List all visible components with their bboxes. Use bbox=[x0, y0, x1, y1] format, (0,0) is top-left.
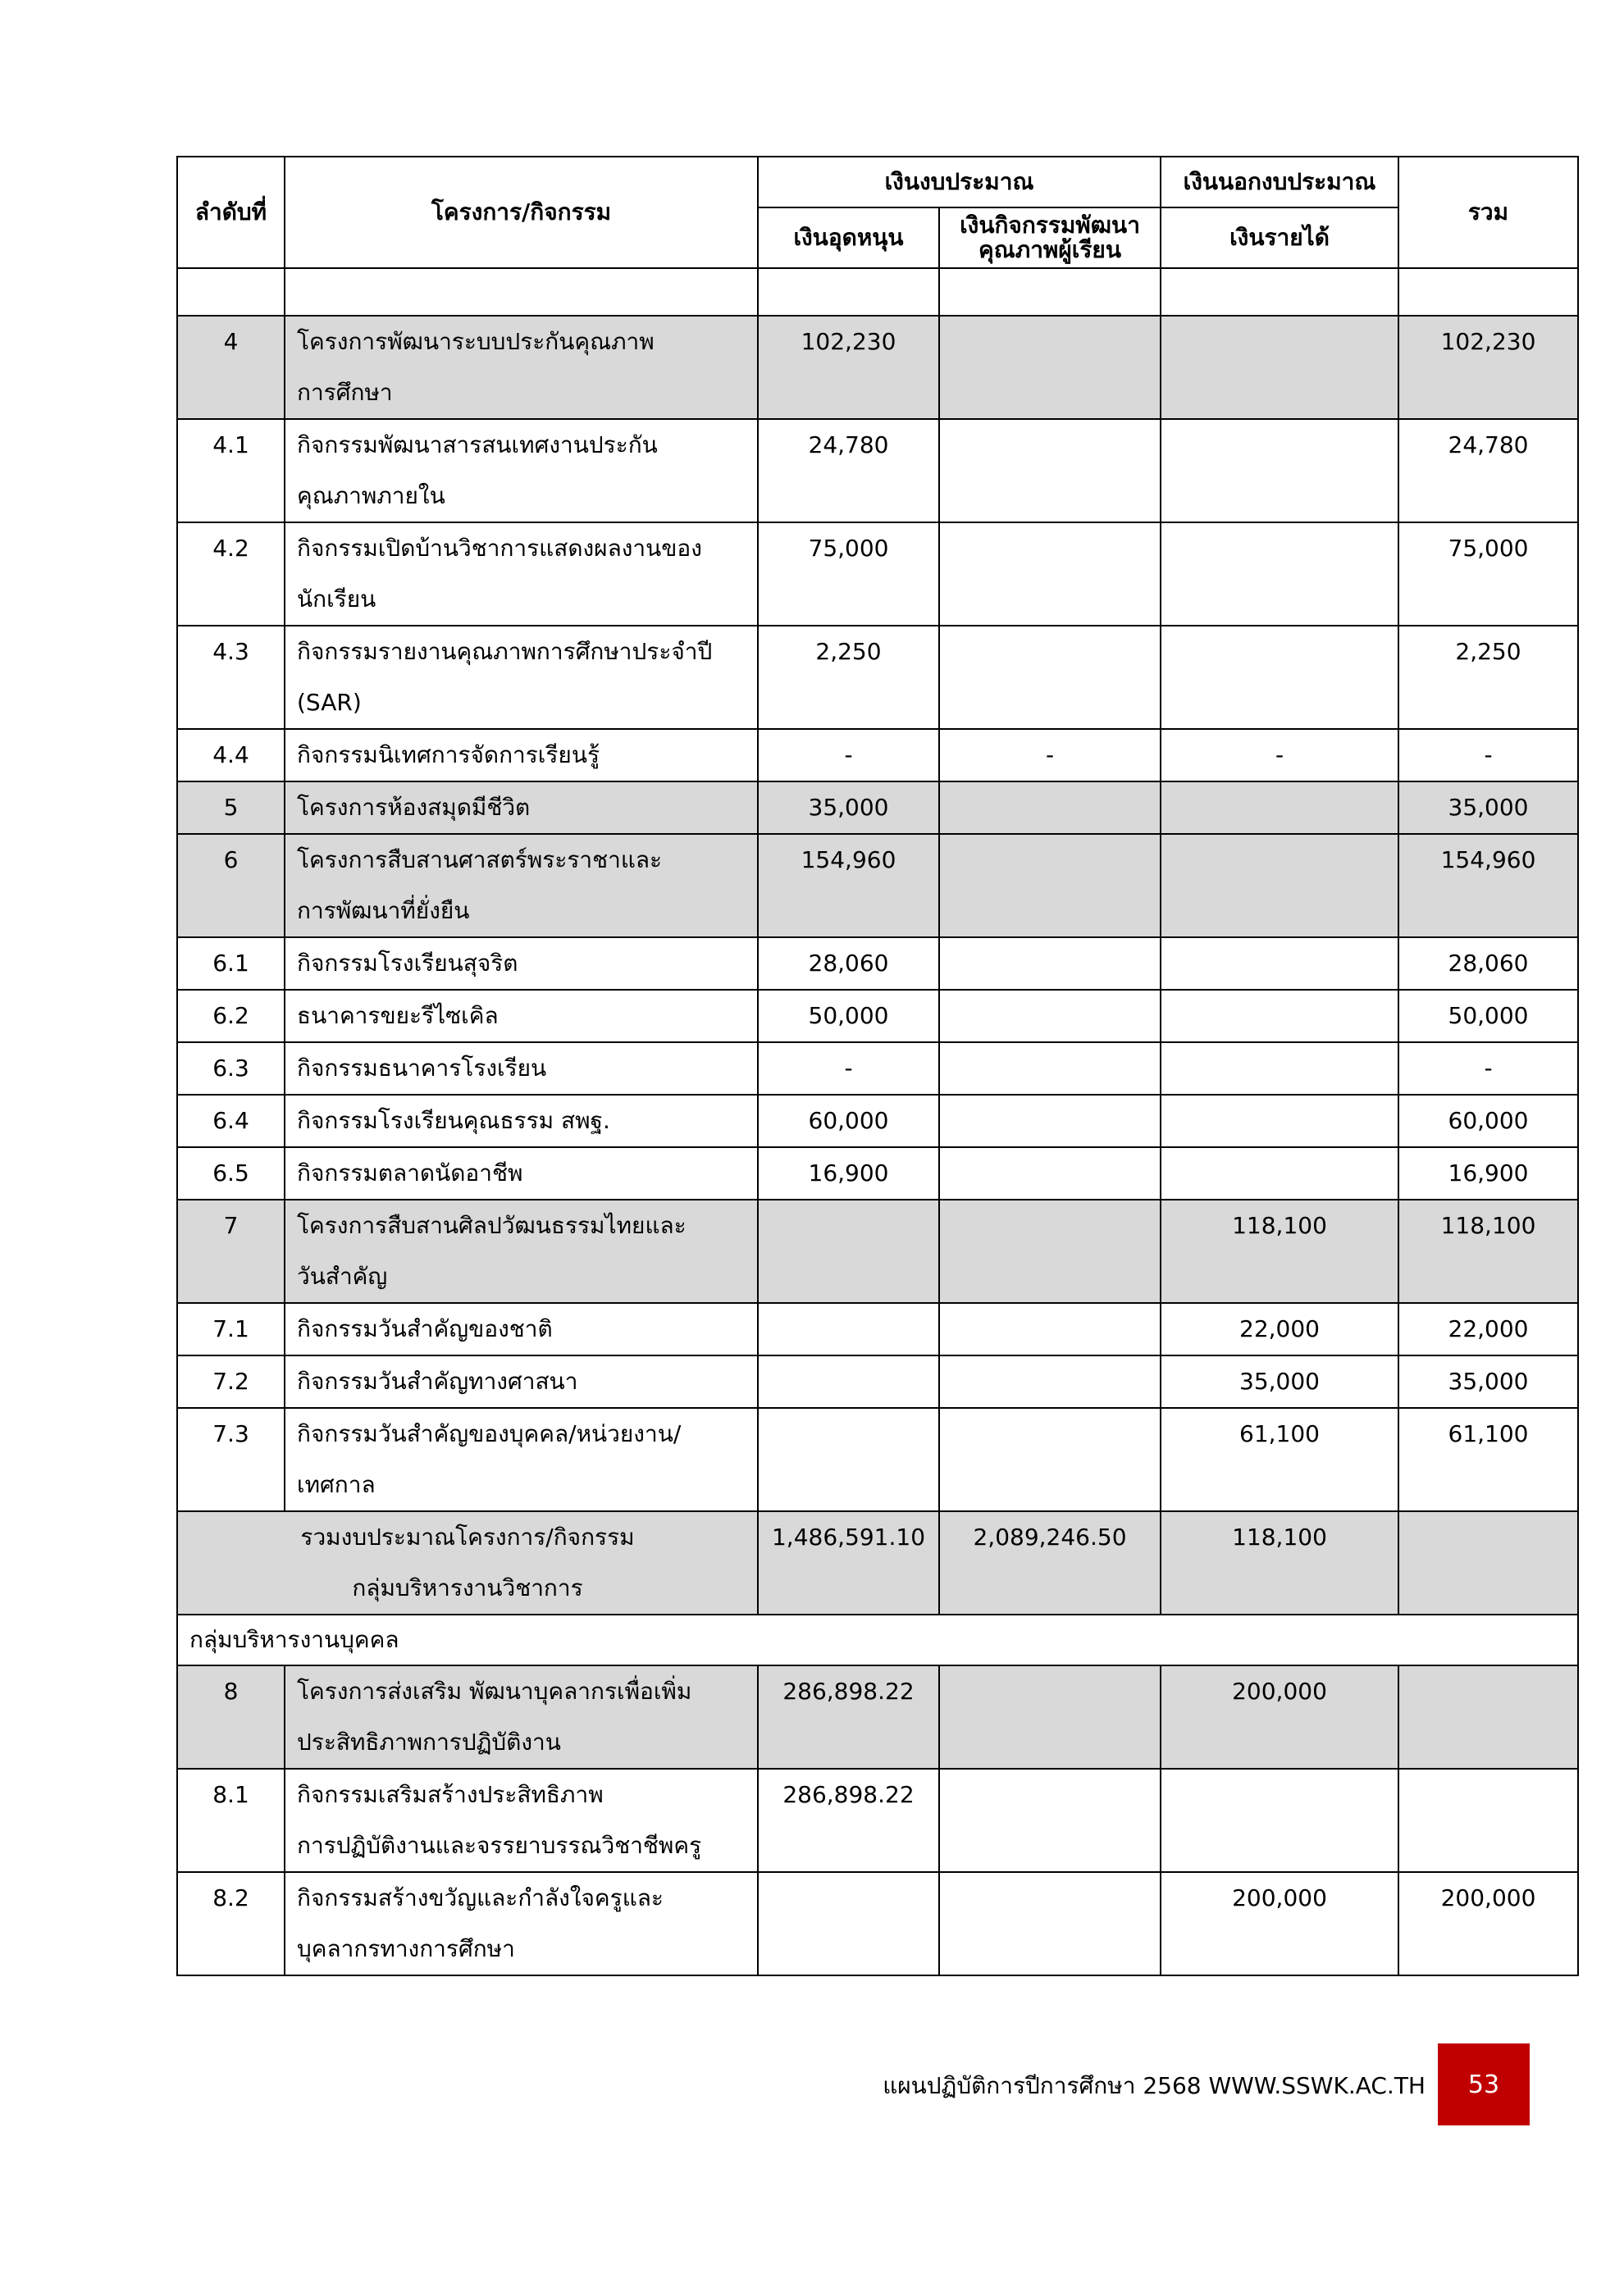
project-name: กิจกรรมวันสำคัญของบุคคล/หน่วยงาน/ เทศกาล bbox=[285, 1408, 758, 1511]
row-number: 7.1 bbox=[177, 1303, 285, 1355]
total-value: 102,230 bbox=[1398, 316, 1578, 419]
row-number: 7.2 bbox=[177, 1355, 285, 1408]
income-value bbox=[1161, 1147, 1398, 1200]
project-row bbox=[177, 1665, 1578, 1769]
row-number: 8.1 bbox=[177, 1769, 285, 1872]
row-number: 6.1 bbox=[177, 937, 285, 990]
subsidy-value: - bbox=[758, 729, 939, 781]
header-income: เงินรายได้ bbox=[1161, 207, 1398, 268]
student-dev-value bbox=[939, 1303, 1161, 1355]
subsidy-value bbox=[758, 1200, 939, 1303]
project-name: โครงการสืบสานศิลปวัฒนธรรมไทยและ วันสำคัญ bbox=[285, 1200, 758, 1303]
row-number: 6.2 bbox=[177, 990, 285, 1042]
student-dev-value bbox=[939, 781, 1161, 834]
total-value: 75,000 bbox=[1398, 522, 1578, 626]
total-value: 2,250 bbox=[1398, 626, 1578, 729]
total-value: 61,100 bbox=[1398, 1408, 1578, 1511]
row-number: 6.3 bbox=[177, 1042, 285, 1095]
total-value: 24,780 bbox=[1398, 419, 1578, 522]
total-value: 28,060 bbox=[1398, 937, 1578, 990]
page-number-box bbox=[1438, 2043, 1530, 2125]
income-value: 35,000 bbox=[1161, 1355, 1398, 1408]
subsidy-value: 75,000 bbox=[758, 522, 939, 626]
income-value: 22,000 bbox=[1161, 1303, 1398, 1355]
header-project: โครงการ/กิจกรรม bbox=[285, 157, 758, 268]
summary-label-line2: กลุ่มบริหารงานวิชาการ bbox=[352, 1574, 583, 1601]
total-value bbox=[1398, 1769, 1578, 1872]
row-number: 7.3 bbox=[177, 1408, 285, 1511]
subsidy-value: 154,960 bbox=[758, 834, 939, 937]
subsidy-value bbox=[758, 1872, 939, 1975]
row-number: 4.1 bbox=[177, 419, 285, 522]
row-number: 6 bbox=[177, 834, 285, 937]
total-value: 35,000 bbox=[1398, 1355, 1578, 1408]
row-number: 4.2 bbox=[177, 522, 285, 626]
summary-total bbox=[1398, 1511, 1578, 1615]
income-value bbox=[1161, 990, 1398, 1042]
group-label: กลุ่มบริหารงานบุคคล bbox=[177, 1615, 1578, 1665]
row-number: 4 bbox=[177, 316, 285, 419]
activity-row bbox=[177, 419, 1578, 522]
project-name: กิจกรรมสร้างขวัญและกำลังใจครูและ บุคลากรทางการศึกษา bbox=[285, 1872, 758, 1975]
student-dev-value bbox=[939, 1355, 1161, 1408]
summary-label-line1: รวมงบประมาณโครงการ/กิจกรรม bbox=[300, 1524, 635, 1551]
page-footer bbox=[820, 2043, 1575, 2125]
summary-income: 118,100 bbox=[1161, 1511, 1398, 1615]
income-value bbox=[1161, 834, 1398, 937]
income-value: 200,000 bbox=[1161, 1665, 1398, 1769]
project-name: กิจกรรมธนาคารโรงเรียน bbox=[285, 1042, 758, 1095]
header-off-budget-group: เงินนอกงบประมาณ bbox=[1161, 157, 1398, 207]
activity-row bbox=[177, 1095, 1578, 1147]
footer-text: แผนปฏิบัติการปีการศึกษา 2568 WWW.SSWK.AC.TH bbox=[883, 2072, 1426, 2099]
total-value: 118,100 bbox=[1398, 1200, 1578, 1303]
project-name: กิจกรรมนิเทศการจัดการเรียนรู้ bbox=[285, 729, 758, 781]
activity-row bbox=[177, 1872, 1578, 1975]
income-value bbox=[1161, 1769, 1398, 1872]
total-value: - bbox=[1398, 1042, 1578, 1095]
subsidy-value: 28,060 bbox=[758, 937, 939, 990]
subsidy-value bbox=[758, 1303, 939, 1355]
student-dev-value bbox=[939, 1872, 1161, 1975]
student-dev-value bbox=[939, 522, 1161, 626]
header-student-dev-line1: เงินกิจกรรมพัฒนา bbox=[960, 212, 1140, 239]
page-number: 53 bbox=[1467, 2070, 1500, 2099]
header-budget-group: เงินงบประมาณ bbox=[758, 157, 1161, 207]
student-dev-value bbox=[939, 1769, 1161, 1872]
total-value: 60,000 bbox=[1398, 1095, 1578, 1147]
student-dev-value bbox=[939, 1147, 1161, 1200]
subsidy-value: 286,898.22 bbox=[758, 1665, 939, 1769]
project-name: โครงการห้องสมุดมีชีวิต bbox=[285, 781, 758, 834]
income-value: 118,100 bbox=[1161, 1200, 1398, 1303]
student-dev-value bbox=[939, 990, 1161, 1042]
project-row bbox=[177, 781, 1578, 834]
student-dev-value: - bbox=[939, 729, 1161, 781]
project-name: กิจกรรมวันสำคัญทางศาสนา bbox=[285, 1355, 758, 1408]
activity-row bbox=[177, 1355, 1578, 1408]
student-dev-value bbox=[939, 1408, 1161, 1511]
row-number: 6.5 bbox=[177, 1147, 285, 1200]
subsidy-value bbox=[758, 1408, 939, 1511]
subsidy-value: 286,898.22 bbox=[758, 1769, 939, 1872]
total-value bbox=[1398, 1665, 1578, 1769]
row-number: 6.4 bbox=[177, 1095, 285, 1147]
student-dev-value bbox=[939, 1042, 1161, 1095]
total-value: 200,000 bbox=[1398, 1872, 1578, 1975]
total-value: 22,000 bbox=[1398, 1303, 1578, 1355]
income-value bbox=[1161, 781, 1398, 834]
project-name: โครงการส่งเสริม พัฒนาบุคลากรเพื่อเพิ่ม ประสิทธิภาพการปฏิบัติงาน bbox=[285, 1665, 758, 1769]
student-dev-value bbox=[939, 937, 1161, 990]
row-number: 5 bbox=[177, 781, 285, 834]
subsidy-value: 102,230 bbox=[758, 316, 939, 419]
header-student-dev-line2: คุณภาพผู้เรียน bbox=[979, 236, 1121, 263]
header-order: ลำดับที่ bbox=[177, 157, 285, 268]
project-name: กิจกรรมวันสำคัญของชาติ bbox=[285, 1303, 758, 1355]
activity-row bbox=[177, 1303, 1578, 1355]
student-dev-value bbox=[939, 834, 1161, 937]
summary-subsidy: 1,486,591.10 bbox=[758, 1511, 939, 1615]
total-value: 35,000 bbox=[1398, 781, 1578, 834]
row-number: 4.3 bbox=[177, 626, 285, 729]
subsidy-value: 24,780 bbox=[758, 419, 939, 522]
income-value: 200,000 bbox=[1161, 1872, 1398, 1975]
income-value bbox=[1161, 419, 1398, 522]
subsidy-value: 60,000 bbox=[758, 1095, 939, 1147]
header-subsidy: เงินอุดหนุน bbox=[758, 207, 939, 268]
student-dev-value bbox=[939, 626, 1161, 729]
total-value: - bbox=[1398, 729, 1578, 781]
income-value bbox=[1161, 522, 1398, 626]
income-value bbox=[1161, 937, 1398, 990]
activity-row bbox=[177, 626, 1578, 729]
project-name: ธนาคารขยะรีไซเคิล bbox=[285, 990, 758, 1042]
row-number: 4.4 bbox=[177, 729, 285, 781]
activity-row bbox=[177, 1042, 1578, 1095]
subsidy-value: - bbox=[758, 1042, 939, 1095]
budget-table bbox=[176, 156, 1579, 1976]
summary-row bbox=[177, 1511, 1578, 1615]
activity-row bbox=[177, 1147, 1578, 1200]
activity-row bbox=[177, 1769, 1578, 1872]
activity-row bbox=[177, 937, 1578, 990]
empty-row bbox=[177, 268, 1578, 316]
project-row bbox=[177, 834, 1578, 937]
row-number: 7 bbox=[177, 1200, 285, 1303]
subsidy-value: 16,900 bbox=[758, 1147, 939, 1200]
total-value: 16,900 bbox=[1398, 1147, 1578, 1200]
total-value: 50,000 bbox=[1398, 990, 1578, 1042]
project-name: โครงการพัฒนาระบบประกันคุณภาพ การศึกษา bbox=[285, 316, 758, 419]
income-value bbox=[1161, 1095, 1398, 1147]
income-value bbox=[1161, 1042, 1398, 1095]
activity-row bbox=[177, 729, 1578, 781]
activity-row bbox=[177, 522, 1578, 626]
subsidy-value: 2,250 bbox=[758, 626, 939, 729]
project-name: กิจกรรมโรงเรียนสุจริต bbox=[285, 937, 758, 990]
header-total: รวม bbox=[1398, 157, 1578, 268]
student-dev-value bbox=[939, 1665, 1161, 1769]
student-dev-value bbox=[939, 1095, 1161, 1147]
project-name: กิจกรรมตลาดนัดอาชีพ bbox=[285, 1147, 758, 1200]
project-name: โครงการสืบสานศาสตร์พระราชาและ การพัฒนาที่ยั่งยืน bbox=[285, 834, 758, 937]
project-name: กิจกรรมรายงานคุณภาพการศึกษาประจำปี (SAR) bbox=[285, 626, 758, 729]
row-number: 8.2 bbox=[177, 1872, 285, 1975]
summary-label bbox=[177, 1511, 758, 1615]
subsidy-value bbox=[758, 1355, 939, 1408]
project-name: กิจกรรมเปิดบ้านวิชาการแสดงผลงานของ นักเรียน bbox=[285, 522, 758, 626]
income-value bbox=[1161, 626, 1398, 729]
project-row bbox=[177, 316, 1578, 419]
activity-row bbox=[177, 1408, 1578, 1511]
subsidy-value: 50,000 bbox=[758, 990, 939, 1042]
project-row bbox=[177, 1200, 1578, 1303]
subsidy-value: 35,000 bbox=[758, 781, 939, 834]
total-value: 154,960 bbox=[1398, 834, 1578, 937]
student-dev-value bbox=[939, 419, 1161, 522]
summary-student-dev: 2,089,246.50 bbox=[939, 1511, 1161, 1615]
activity-row bbox=[177, 990, 1578, 1042]
student-dev-value bbox=[939, 1200, 1161, 1303]
header-student-dev bbox=[939, 207, 1161, 268]
income-value bbox=[1161, 316, 1398, 419]
project-name: กิจกรรมพัฒนาสารสนเทศงานประกัน คุณภาพภายใน bbox=[285, 419, 758, 522]
income-value: - bbox=[1161, 729, 1398, 781]
project-name: กิจกรรมเสริมสร้างประสิทธิภาพ การปฏิบัติงานและจรรยาบรรณวิชาชีพครู bbox=[285, 1769, 758, 1872]
row-number: 8 bbox=[177, 1665, 285, 1769]
income-value: 61,100 bbox=[1161, 1408, 1398, 1511]
student-dev-value bbox=[939, 316, 1161, 419]
group-row bbox=[177, 1615, 1578, 1665]
project-name: กิจกรรมโรงเรียนคุณธรรม สพฐ. bbox=[285, 1095, 758, 1147]
